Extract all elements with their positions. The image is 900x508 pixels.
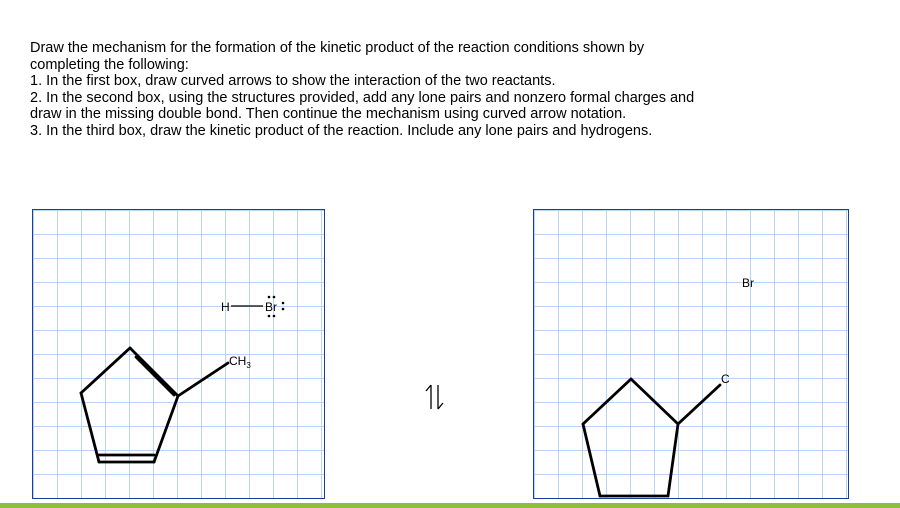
methyl-bond[interactable] [178, 363, 228, 396]
ring-bond[interactable] [81, 348, 130, 393]
methyl-bond[interactable] [678, 385, 720, 424]
br-label: Br [742, 276, 754, 290]
drawing-box-2[interactable] [533, 209, 849, 499]
hbr-h-label: H [221, 300, 230, 314]
ring-bond[interactable] [583, 424, 600, 496]
ring-bond[interactable] [154, 396, 178, 462]
box1-canvas[interactable] [33, 210, 326, 500]
instructions-step2-line2: draw in the missing double bond. Then continue the mechanism using curved arrow notation. [30, 106, 627, 122]
instructions-step2-line1: 2. In the second box, using the structures provided, add any lone pairs and nonzero formal charges and [30, 89, 695, 106]
equilibrium-arrow-icon [420, 382, 450, 412]
instructions-step3: 3. In the third box, draw the kinetic product of the reaction. Include any lone pairs and hydrogens. [30, 122, 653, 139]
ring-bond[interactable] [130, 348, 178, 396]
cyclopentene-structure[interactable] [81, 348, 228, 462]
box2-canvas[interactable] [534, 210, 850, 500]
instructions-intro-line1: Draw the mechanism for the formation of the kinetic product of the reaction conditions shown by [30, 40, 645, 56]
instructions-intro-line2: completing the following: [30, 56, 189, 73]
footer-divider [0, 503, 900, 508]
cyclopentane-structure[interactable] [583, 379, 720, 496]
drawing-box-1[interactable] [32, 209, 325, 499]
ring-bond[interactable] [668, 424, 678, 496]
carbon-label: C [721, 372, 730, 386]
methyl-label: $CH_3$ [229, 354, 251, 370]
hbr-br-label: Br [265, 300, 277, 314]
ring-bond[interactable] [631, 379, 678, 424]
ring-bond[interactable] [583, 379, 631, 424]
instructions [30, 40, 870, 139]
instructions-step1: 1. In the first box, draw curved arrows to show the interaction of the two reactants. [30, 73, 556, 89]
ring-double-bond-inner[interactable] [136, 357, 174, 395]
ring-bond[interactable] [81, 393, 99, 462]
